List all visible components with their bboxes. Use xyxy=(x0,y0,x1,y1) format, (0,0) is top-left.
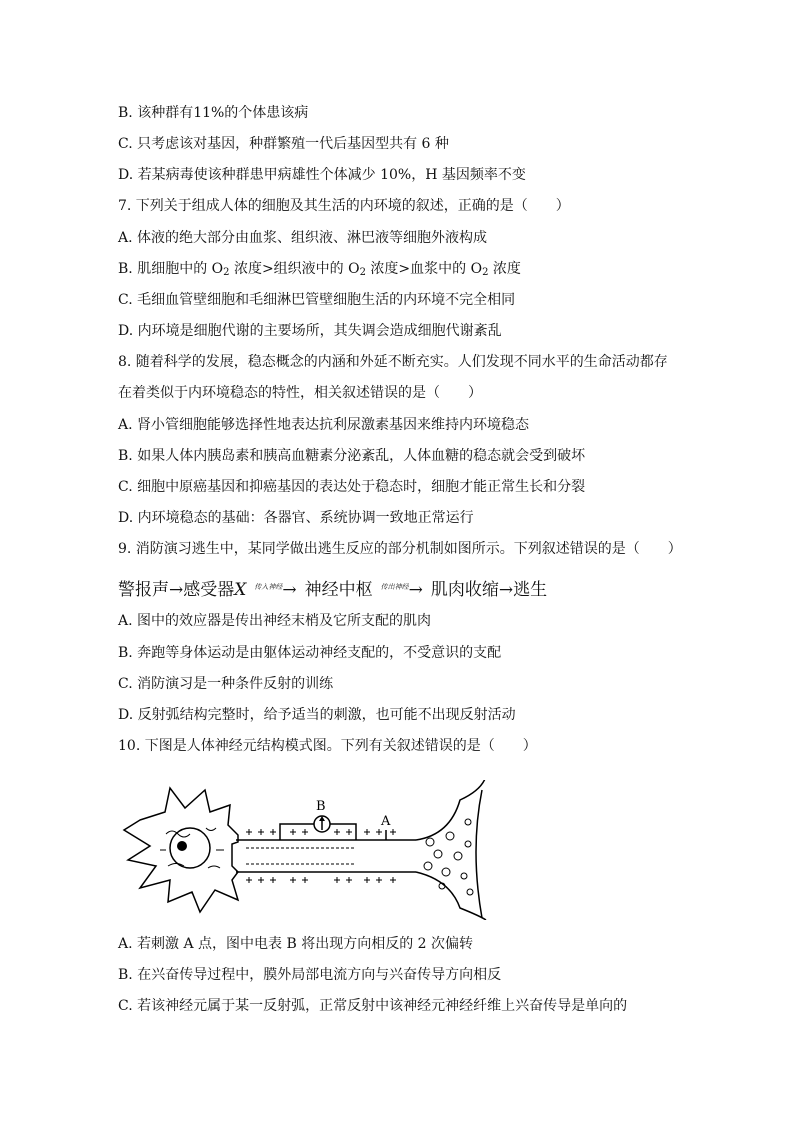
q10-option-a: A. 若刺激 A 点，图中电表 B 将出现方向相反的 2 次偏转 xyxy=(118,936,474,952)
q7-option-b xyxy=(118,259,521,283)
q9-option-d: D. 反射弧结构完整时，给予适当的刺激，也可能不出现反射活动 xyxy=(118,707,516,723)
q7b-text-2: 浓度>组织液中的 O xyxy=(229,261,360,277)
label-b: B xyxy=(316,799,326,814)
vesicle xyxy=(461,873,467,879)
flow-arrow-glyph: → xyxy=(282,580,297,600)
q7b-text-3: 浓度>血浆中的 O xyxy=(365,261,483,277)
q7b-text-1: B. 肌细胞中的 O xyxy=(118,261,224,277)
q10-option-c: C. 若该神经元属于某一反射弧，正常反射中该神经元神经纤维上兴奋传导是单向的 xyxy=(118,998,628,1014)
q7-option-a: A. 体液的绝大部分由血浆、组织液、淋巴液等细胞外液构成 xyxy=(118,230,488,246)
vesicle xyxy=(426,838,434,846)
vesicle xyxy=(424,862,432,870)
q7-option-c: C. 毛细血管壁细胞和毛细淋巴管壁细胞生活的内环境不完全相同 xyxy=(118,292,516,308)
q8-option-d: D. 内环境稳态的基础：各器官、系统协调一致地正常运行 xyxy=(118,510,474,526)
q8-option-b: B. 如果人体内胰岛素和胰高血糖素分泌紊乱，人体血糖的稳态就会受到破坏 xyxy=(118,448,586,464)
postsynaptic-membrane xyxy=(476,790,482,918)
q7b-text-4: 浓度 xyxy=(488,261,521,277)
vesicle xyxy=(465,841,471,847)
q8-stem-line1: 8. 随着科学的发展，稳态概念的内涵和外延不断充实。人们发现不同水平的生命活动都存 xyxy=(118,354,668,370)
o2-subscript: 2 xyxy=(482,267,489,278)
q6-option-c: C. 只考虑该对基因，种群繁殖一代后基因型共有 6 种 xyxy=(118,136,449,152)
flow-node-x: X xyxy=(234,580,247,600)
vesicle xyxy=(467,889,473,895)
flow-node-alarm: 警报声 xyxy=(118,580,169,600)
efferent-label: 传出神经 xyxy=(380,583,409,591)
q10-stem: 10. 下图是人体神经元结构模式图。下列有关叙述错误的是（ ） xyxy=(118,738,537,754)
q7-option-d: D. 内环境是细胞代谢的主要场所，其失调会造成细胞代谢紊乱 xyxy=(118,323,502,339)
flow-arrow-afferent xyxy=(254,572,296,608)
vesicle xyxy=(434,850,442,858)
vesicle xyxy=(454,852,462,860)
membrane-charges-bottom xyxy=(246,877,396,883)
flow-arrow: → xyxy=(498,580,514,600)
q8-option-c: C. 细胞中原癌基因和抑癌基因的表达处于稳态时，细胞才能正常生长和分裂 xyxy=(118,479,586,495)
q10-option-b: B. 在兴奋传导过程中，膜外局部电流方向与兴奋传导方向相反 xyxy=(118,967,502,983)
o2-subscript: 2 xyxy=(359,267,366,278)
vesicle xyxy=(465,819,471,825)
q9-option-c: C. 消防演习是一种条件反射的训练 xyxy=(118,676,334,692)
flow-node-center: 神经中枢 xyxy=(304,580,373,600)
q9-flow-diagram xyxy=(118,572,547,608)
q6-option-d: D. 若某病毒使该种群患甲病雄性个体减少 10%，H 基因频率不变 xyxy=(118,167,526,183)
q6-option-b: B. 该种群有11%的个体患该病 xyxy=(118,105,309,121)
q7-stem: 7. 下列关于组成人体的细胞及其生活的内环境的叙述，正确的是（ ） xyxy=(118,198,570,214)
o2-subscript: 2 xyxy=(223,267,230,278)
flow-arrow: → xyxy=(169,580,184,600)
afferent-label: 传入神经 xyxy=(254,583,283,591)
flow-node-muscle: 肌肉收缩 xyxy=(430,580,499,600)
flow-arrow-glyph: → xyxy=(408,580,423,600)
flow-arrow-efferent xyxy=(381,572,423,608)
vesicle xyxy=(446,832,454,840)
flow-node-escape: 逃生 xyxy=(513,580,548,600)
label-a: A xyxy=(381,814,391,829)
q9-option-a: A. 图中的效应器是传出神经末梢及它所支配的肌肉 xyxy=(118,613,432,629)
q8-option-a: A. 肾小管细胞能够选择性地表达抗利尿激素基因来维持内环境稳态 xyxy=(118,417,530,433)
nucleolus xyxy=(177,841,187,851)
flow-node-receptor: 感受器 xyxy=(183,580,235,600)
q9-option-b: B. 奔跑等身体运动是由躯体运动神经支配的，不受意识的支配 xyxy=(118,645,502,661)
vesicle xyxy=(442,868,450,876)
neuron-diagram xyxy=(120,780,490,920)
q8-stem-line2: 在着类似于内环境稳态的特性，相关叙述错误的是（ ） xyxy=(118,385,482,401)
membrane-charges-inner xyxy=(246,848,356,864)
q9-stem: 9. 消防演习逃生中，某同学做出逃生反应的部分机制如图所示。下列叙述错误的是（ ） xyxy=(118,541,682,557)
